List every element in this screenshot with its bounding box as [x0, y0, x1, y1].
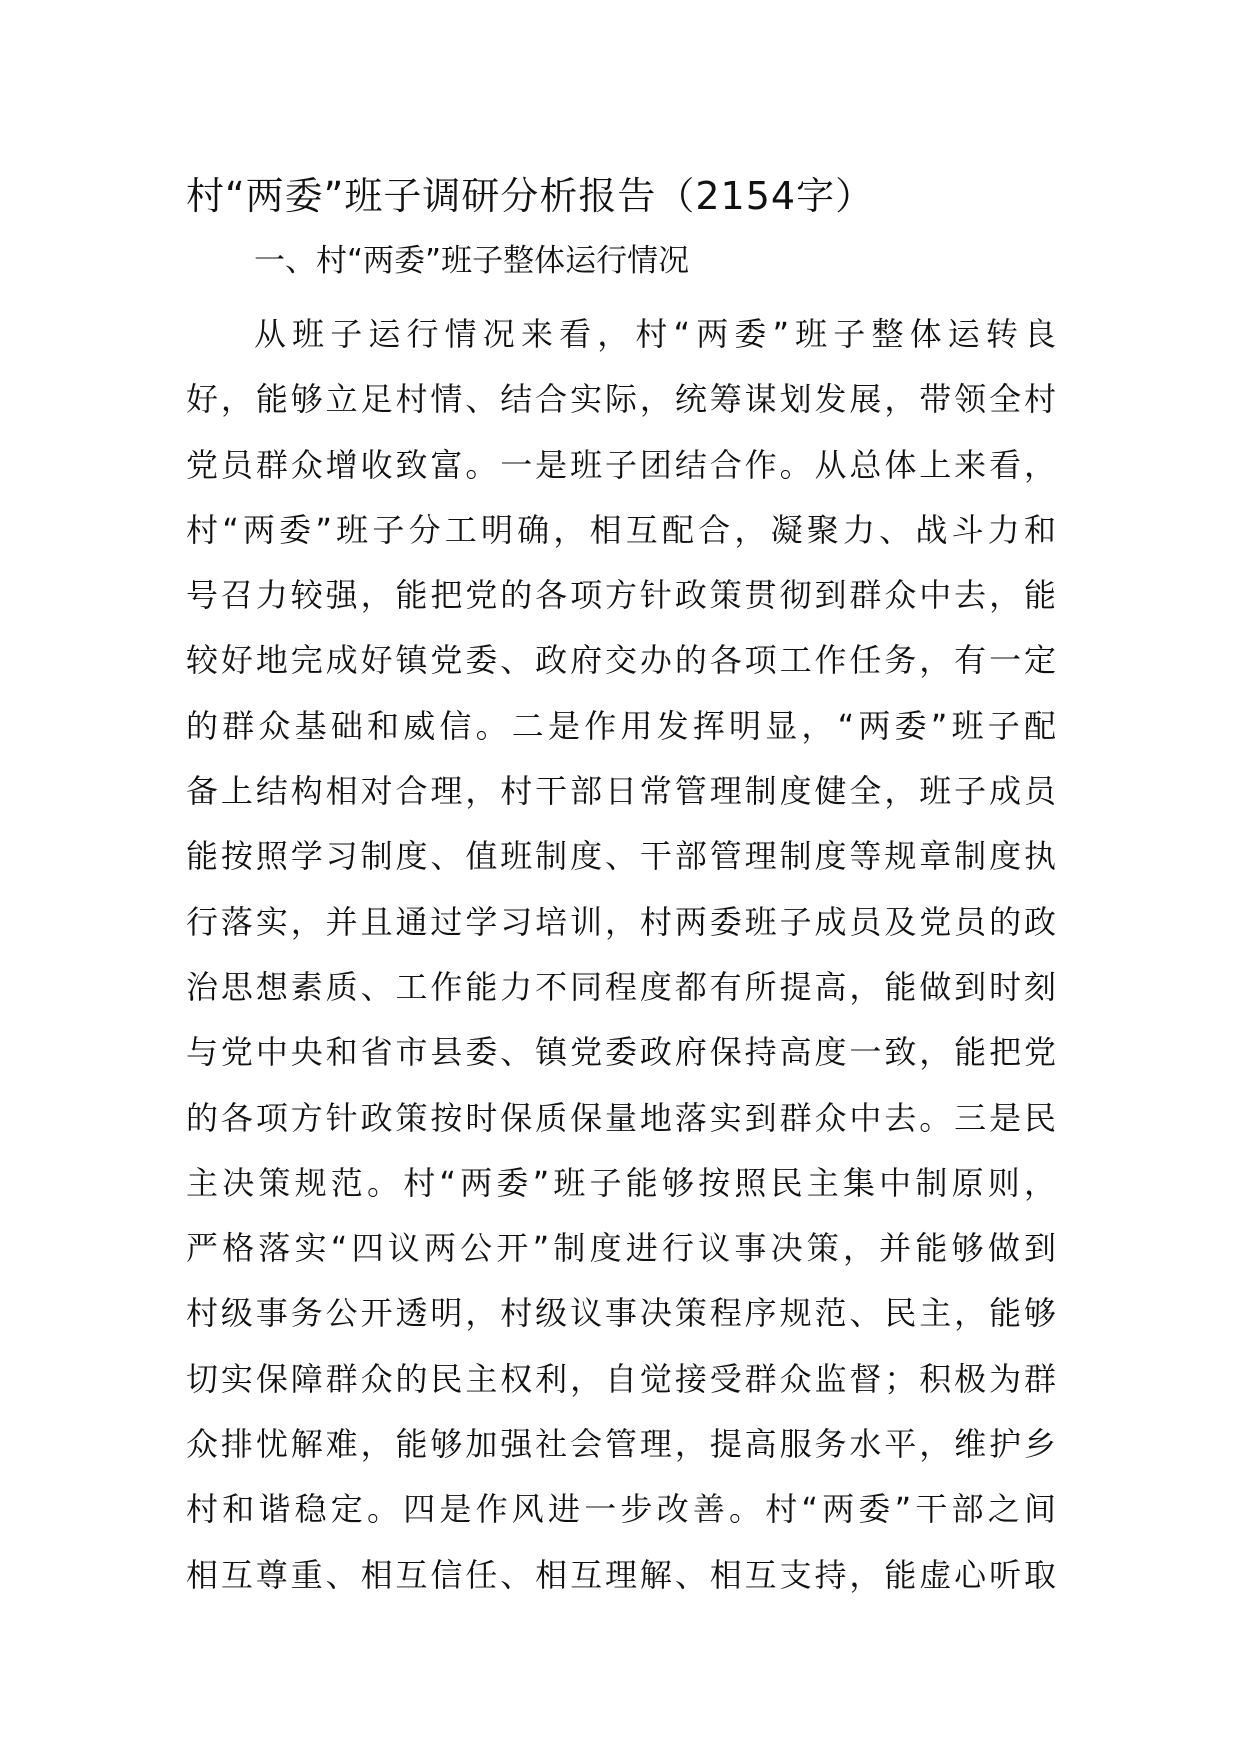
body-line: 村“两委”班子分工明确，相互配合，凝聚力、战斗力和	[186, 510, 1056, 549]
body-line: 号召力较强，能把党的各项方针政策贯彻到群众中去，能	[186, 576, 1056, 615]
body-line: 众排忧解难，能够加强社会管理，提高服务水平，维护乡	[186, 1425, 1056, 1464]
body-line: 党员群众增收致富。一是班子团结合作。从总体上来看，	[186, 445, 1056, 484]
body-line: 备上结构相对合理，村干部日常管理制度健全，班子成员	[186, 772, 1056, 811]
body-line: 相互尊重、相互信任、相互理解、相互支持，能虚心听取	[186, 1555, 1056, 1594]
body-text	[186, 302, 1056, 1608]
body-line: 严格落实“四议两公开”制度进行议事决策，并能够做到	[186, 1229, 1056, 1268]
document-title: 村“两委”班子调研分析报告（2154字）	[186, 174, 875, 218]
body-line: 切实保障群众的民主权利，自觉接受群众监督；积极为群	[186, 1359, 1056, 1398]
section-heading: 一、村“两委”班子整体运行情况	[254, 243, 690, 279]
body-line: 主决策规范。村“两委”班子能够按照民主集中制原则，	[186, 1163, 1056, 1202]
body-line: 治思想素质、工作能力不同程度都有所提高，能做到时刻	[186, 967, 1056, 1006]
body-line: 能按照学习制度、值班制度、干部管理制度等规章制度执	[186, 837, 1056, 876]
body-line: 村和谐稳定。四是作风进一步改善。村“两委”干部之间	[186, 1490, 1056, 1529]
body-line: 的各项方针政策按时保质保量地落实到群众中去。三是民	[186, 1098, 1056, 1137]
body-line: 好，能够立足村情、结合实际，统筹谋划发展，带领全村	[186, 380, 1056, 419]
body-line: 行落实，并且通过学习培训，村两委班子成员及党员的政	[186, 902, 1056, 941]
body-line: 较好地完成好镇党委、政府交办的各项工作任务，有一定	[186, 641, 1056, 680]
body-line: 的群众基础和威信。二是作用发挥明显，“两委”班子配	[186, 706, 1056, 745]
body-line: 从班子运行情况来看，村“两委”班子整体运转良	[254, 315, 1056, 353]
body-line: 与党中央和省市县委、镇党委政府保持高度一致，能把党	[186, 1033, 1056, 1072]
body-line: 村级事务公开透明，村级议事决策程序规范、民主，能够	[186, 1294, 1056, 1333]
